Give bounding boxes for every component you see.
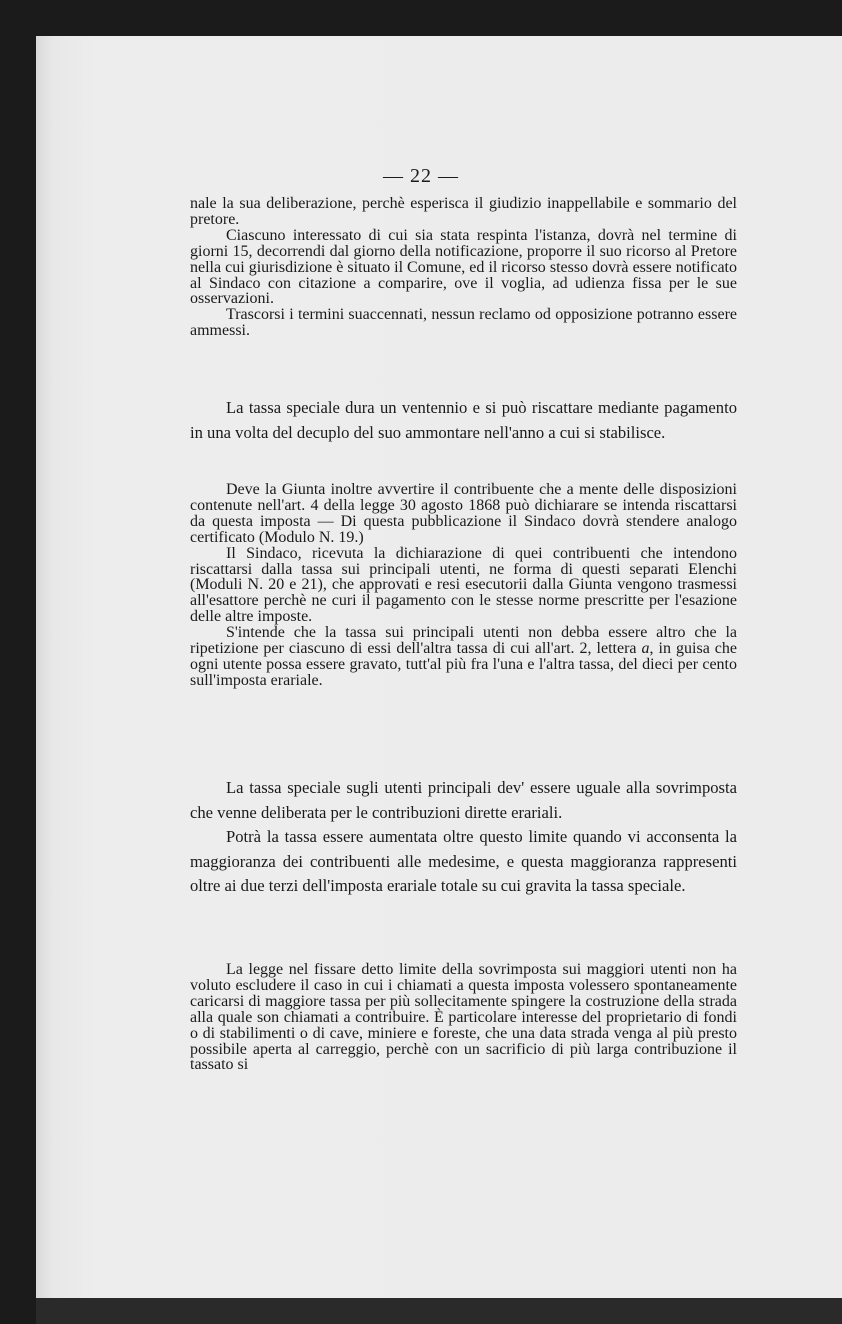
text-block-1	[190, 196, 737, 339]
paragraph-text: S'intende che la tassa sui principali utenti non debba essere altro che la ripetizione per ciascuno di essi dell'altra tassa di cui all'art. 2, lettera	[190, 624, 737, 658]
text-block-3	[190, 482, 737, 689]
paragraph: Il Sindaco, ricevuta la dichiarazione di quei contribuenti che intendono riscattarsi dalla tassa sui principali utenti, ne forma di questi separati Elenchi (Moduli N. 20 e 21), che approvati e resi esecutorii dalla Giunta vengono trasmessi all'esattore perchè ne curi il pagamento con le stesse norme prescritte per l'esazione delle altre imposte.	[190, 544, 737, 626]
text-block-5	[190, 962, 737, 1073]
paragraph-text: , in guisa che ogni utente possa essere gravato, tutt'al più fra l'una e l'altra tassa, del dieci per cento sull'imposta erariale.	[190, 640, 738, 689]
paragraph: La legge nel fissare detto limite della sovrimposta sui maggiori utenti non ha voluto escludere il caso in cui i chiamati a questa imposta volessero spontaneamente caricarsi di maggiore tassa per più sollecitamente spingere la costruzione della strada alla quale son chiamati a contribuire. È particolare interesse del proprietario di fondi o di stabilimenti o di cave, miniere e foreste, che una data strada venga al più presto possibile aperta al carreggio, perchè con un sacrificio di più larga contribuzione il tassato si	[190, 961, 737, 1074]
paragraph: nale la sua deliberazione, perchè esperisca il giudizio inappellabile e sommario del pretore.	[190, 195, 737, 228]
paragraph	[190, 625, 737, 689]
italic-letter: a	[641, 640, 650, 658]
scan-border	[36, 1298, 842, 1324]
paragraph: La tassa speciale dura un ventennio e si può riscattare mediante pagamento in una volta del decuplo del suo ammontare nell'anno a cui si stabilisce.	[190, 398, 737, 442]
paragraph: Ciascuno interessato di cui sia stata respinta l'istanza, dovrà nel termine di giorni 15, decorrendi dal giorno della notificazione, proporre il suo ricorso al Pretore nella cui giurisdizione è situato il Comune, ed il ricorso stesso dovrà essere notificato al Sindaco con citazione a comparire, ove il voglia, ad udienza fissa per le sue osservazioni.	[190, 226, 737, 308]
paragraph: Deve la Giunta inoltre avvertire il contribuente che a mente delle disposizioni contenute nell'art. 4 della legge 30 agosto 1868 può dichiarare se intenda riscattarsi da questa imposta — Di questa pubblicazione il Sindaco dovrà stendere analogo certificato (Modulo N. 19.)	[190, 481, 737, 546]
text-block-4	[190, 776, 737, 899]
paragraph: Potrà la tassa essere aumentata oltre questo limite quando vi acconsenta la maggioranza dei contribuenti alle medesime, e questa maggioranza rappresenti oltre ai due terzi dell'imposta erariale totale su cui gravita la tassa speciale.	[190, 827, 737, 895]
page-number: — 22 —	[383, 165, 459, 187]
text-block-2	[190, 396, 737, 445]
paragraph: Trascorsi i termini suaccennati, nessun reclamo od opposizione potranno essere ammessi.	[190, 306, 737, 340]
paragraph: La tassa speciale sugli utenti principali dev' essere uguale alla sovrimposta che venne deliberata per le contribuzioni dirette erariali.	[190, 778, 737, 822]
